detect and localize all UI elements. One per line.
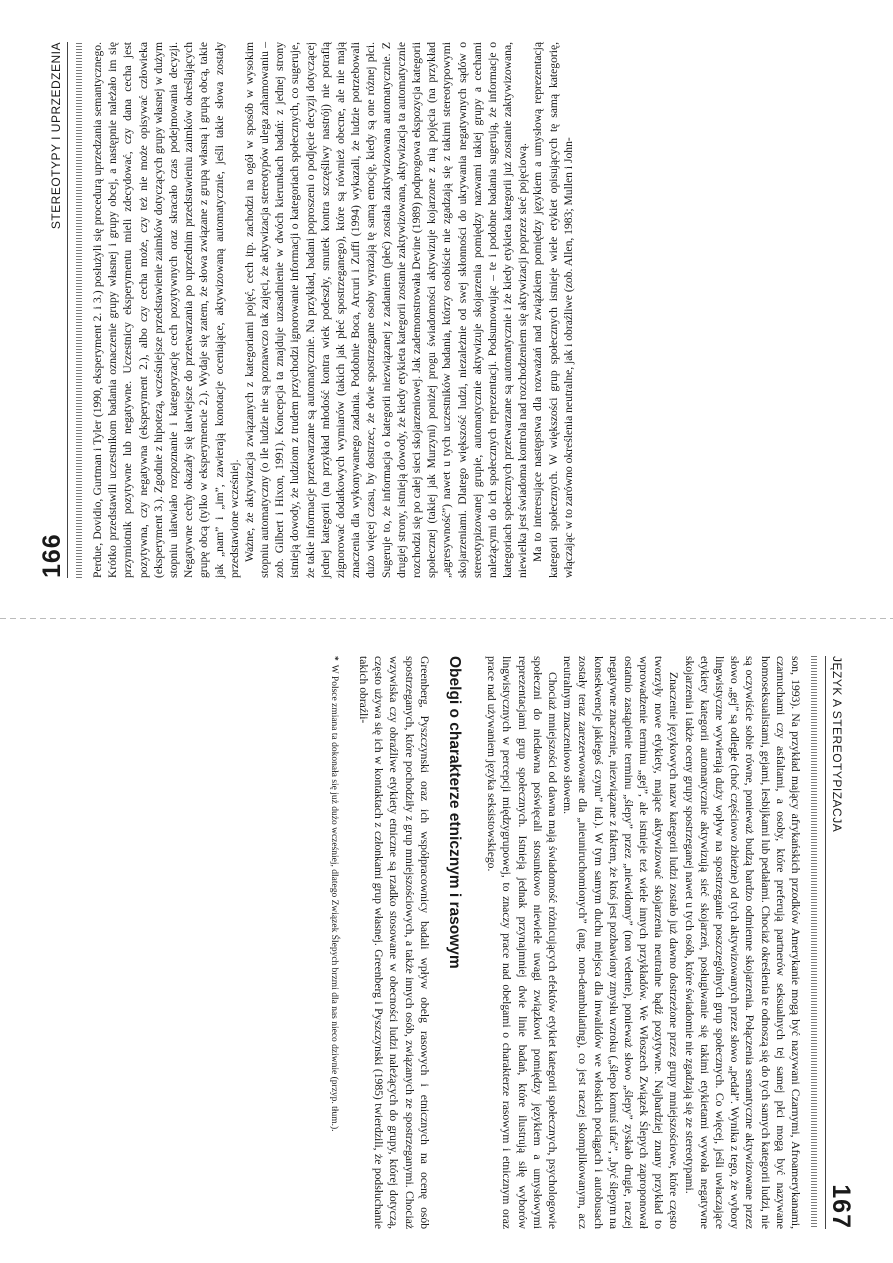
paragraph: Znaczenie językowych nazw kategorii ludzi zostało już dawno dostrzeżone przez grupy mniejszościowe, które często tworzyły nowe etykiety, mające aktywizować skojarzenia neutralne bądź pozytywne. Najbardziej znany przykład to wprowadzenie terminu „gej”, ale istnieje też wiele innych przykładów. We Włoszech Związek Ślepych zaproponował ostatnio zastąpienie terminu „ślepy” przez „niewidomy” (non vedente), ponieważ słowo „ślepy” zyskało drugie, raczej negatywne znaczenie, niezwiązane z faktem, że ktoś jest pozbawiony zmysłu wzroku („ślepo komuś ufać”, „być ślepym na konsekwencje jakiegoś czynu” itd.). W tym samym duchu miejsca dla inwalidów we włoskich pociągach i autobusach zostały teraz zarezerwowane dla „nieuniruchomionych” (ang. non-deambulating), co jest raczej skomplikowanym, acz neutralnym znaczeniowo słowem. [561, 656, 681, 1229]
paragraph: Greenberg, Pyszczynski oraz ich współpracownicy badali wpływ obelg rasowych i etnicznych na ocenę osób spostrzeganych, które pochodziły z grup mniejszościowych, a także innych osób, związanych ze spostrzeganymi. Chociaż wzywiska czy obraźliwe etykiety etniczne są rzadko stosowane w obecności ludzi należących do grupy, której dotyczą, często używa się ich w kontaktach z członkami grup własnej. Greenberg i Pyszczynski (1985) twierdzili, że podsłuchanie takich obraźli- [357, 656, 431, 1229]
page-167-band [0, 622, 893, 1263]
section-heading: Obelgi o charakterze etnicznym i rasowym [446, 656, 464, 969]
header-rule [76, 42, 82, 578]
paragraph: Ważne, że aktywizacja związanych z kategoriami pojęć, cech itp. zachodzi na ogół w sposób w wysokim stopniu automatyczny (o ile ludzie nie są poznawczo tak zajęci, że aktywizacja stereotypów ulega zahamowaniu – zob. Gilbert i Hixon, 1991). Koncepcja ta znajduje uzasadnienie w dwóch kierunkach badań: z jednej strony istnieją dowody, że ludziom z trudem przychodzi ignorowanie informacji o kategoriach społecznych, co sugeruje, że takie informacje przetwarzane są automatycznie. Na przykład, badani poproszeni o podjęcie decyzji dotyczącej jednej kategorii (na przykład młodość kontra wiek podeszły, smutek kontra szczęśliwy nastrój) nie potrafią zignorować dodatkowych wymiarów (takich jak płeć spostrzeganego), które są również obecne, ale nie mają znaczenia dla wykonywanego zadania. Podobnie Boca, Arcuri i Zuffi (1994) wykazali, że ludzie potrzebowali dużo więcej czasu, by dostrzec, że dwie spostrzegane osoby wyrażają tę samą emocję, kiedy są one różnej płci. Sugeruje to, że informacja o kategorii niezwiązanej z zadaniem (płeć) została zaktywizowana automatycznie. Z drugiej strony, istnieją dowody, że kiedy etykieta kategorii zostanie zaktywizowana, aktywizacja ta automatycznie rozchodzi się po całej sieci skojarzeniowej. Jak zademonstrowała Devine (1989) podprogowa ekspozycja kategorii społecznej (takiej jak Murzyni) poniżej progu świadomości aktywizuje kojarzone z nią pojęcia (na przykład „agresywność”) nawet u tych uczestników badania, którzy osobiście nie zgadzają się z takimi stereotypowymi skojarzeniami. Dlatego większość ludzi, niezależnie od swej skłonności do ukrywania negatywnych sądów o stereotypizowanej grupie, automatycznie aktywizuje skojarzenia pomiędzy nazwami takiej grupy a cechami należącymi do ich społecznych reprezentacji. Podsumowując – te i podobne badania sugerują, że informacje o kategoriach społecznych przetwarzane są automatycznie i że kiedy etykieta kategorii już zostanie zaktywizowana, niewielka jest świadoma kontrola nad rozchodzeniem się aktywizacji poprzez sieć pojęciową. [242, 42, 530, 578]
paragraph: Ma to interesujące następstwa dla rozważań nad związkiem pomiędzy językiem a umysłową reprezentacją kategorii społecznych. W większości grup społecznych istnieje wiele etykiet opisujących tę samą kategorię, włączając w to zarówno określenia neutralne, jak i obraźliwe (zob. Allen, 1983; Mullen i John- [531, 42, 575, 578]
running-head: STEREOTYPY I UPRZEDZENIA [49, 42, 64, 230]
book-page-166 [0, 8, 893, 612]
page-166-band [0, 0, 893, 622]
footnote [327, 656, 339, 1229]
paragraph: Perdue, Dovidio, Gurtman i Tyler (1990, eksperyment 2. i 3.) posłużyli się procedurą uprzedzania semantycznego. Krótko przedstawili uczestnikom badania oznaczenie grupy własnej i grupy obcej, a następnie należało im się przymiotnik pozytywne lub negatywne. Uczestnicy eksperymentu mieli zdecydować, czy dana cecha jest pozytywna, czy negatywna (eksperyment 2.), albo czy cecha może, czy też nie może opisywać człowieka (eksperyment 3.). Zgodnie z hipotezą, wcześniejsze przedstawienie zaimków dotyczących grupy własnej w dużym stopniu ułatwiało rozpoznanie i kategoryzację cech pozytywnych oraz skracało czas podejmowania decyzji. Negatywne cechy okazały się łatwiejsze do przetwarzania po uprzednim przedstawieniu zaimków określających grupę obcą (tylko w eksperymencie 2.). Wydaje się zatem, że słowa związane z grupą własną i grupą obcą, takie jak „nam” i „im”, zawierają konotacje oceniające, aktywizowaną automatycznie, jeśli takie słowa zostały przedstawione wcześniej. [91, 42, 241, 578]
header-rule [811, 656, 817, 1229]
footnote-marker: * [328, 656, 339, 661]
paragraph: Chociaż mniejszości od dawna mają świadomość różnicujących efektów etykiet kategorii społecznych, psychologowie społeczni do niedawna poświęcali stosunkowo niewiele uwagi związkowi pomiędzy językiem a umysłowymi reprezentacjami grup społecznych. Istnieją jednak przynajmniej dwie linie badań, które ilustrują siłę wyborów lingwistycznych w percepcji międzygrupowej, to znaczy prace nad obelgami o charakterze rasowym i etnicznym oraz prace nad używaniem języka seksistowskiego. [485, 656, 559, 1229]
page-header [40, 42, 68, 578]
page-header [825, 656, 853, 1229]
book-page-167 [0, 622, 893, 1263]
page-number: 167 [827, 1184, 855, 1229]
running-head: JĘZYK A STEREOTYPIZACJA [829, 656, 844, 833]
page-number: 166 [38, 533, 66, 578]
paragraph: son, 1993). Na przykład mający afrykańskich przodków Amerykanie mogą być nazywani Czarnymi, Afroamerykanami, czarnuchami czy asfaltami, a osoby, które preferują partnerów seksualnych tej samej płci mogą być nazywane homoseksualistami, gejami, lesbijkami lub pedałami. Chociaż określenia te odnoszą się do tych samych kategorii ludzi, nie są oczywiście sobie równe, ponieważ budzą bardzo odmienne skojarzenia. Połączenia semantyczne aktywizowane przez słowo „gej” są odległe (choć częściowo zbieżne) od tych aktywizowanych przez słowo „pedał”. Wynika z tego, że wybory lingwistyczne wywierają duży wpływ na spostrzeganie poszczególnych grup społecznych. Co więcej, jeśli uwłaczające etykiety kategorii automatycznie aktywizują sieć skojarzeń, posługiwanie się takimi etykietami wywoła negatywne skojarzenia i także oceny grupy spostrzeganej nawet u tych osób, które świadomie nie zgadzają się ze stereotypami. [682, 656, 802, 1229]
page-body [90, 42, 576, 578]
page-body [327, 656, 803, 1229]
page-divider [0, 618, 893, 619]
footnote-text: W Polsce zmiana ta dokonała się już dużo wcześniej, dlatego Związek Ślepych brzmi dla nas nieco dziwnie (przyp. tłum.). [328, 664, 339, 1132]
